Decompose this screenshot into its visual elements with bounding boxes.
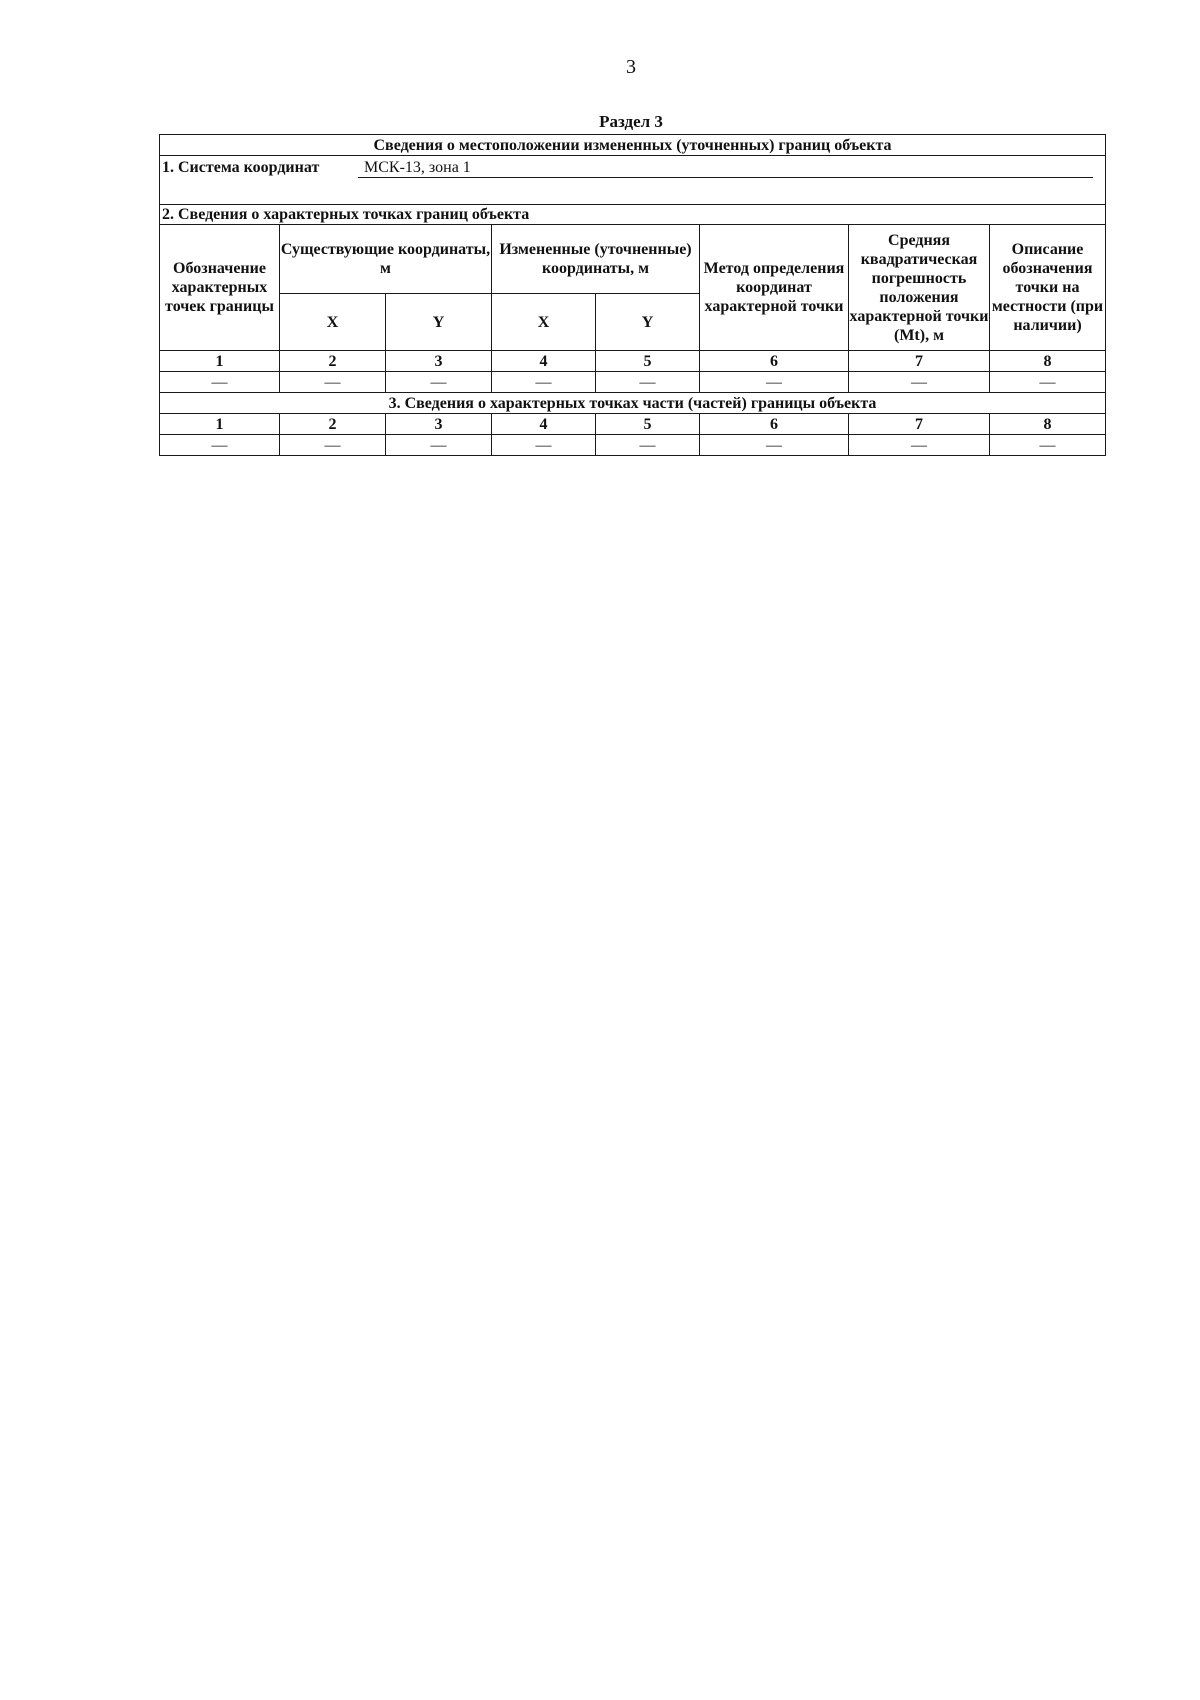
header-changed: Измененные (уточненные) координаты, м bbox=[492, 225, 700, 294]
table-cell: — bbox=[700, 372, 849, 393]
table-cell: — bbox=[386, 372, 492, 393]
coordinate-system-label: 1. Система координат bbox=[162, 159, 320, 176]
table-cell: — bbox=[596, 372, 700, 393]
column-number: 7 bbox=[849, 351, 990, 372]
table-cell: — bbox=[280, 372, 386, 393]
table-cell: — bbox=[160, 372, 280, 393]
table-cell: — bbox=[596, 435, 700, 456]
header-description: Описание обозначения точки на местности (при наличии) bbox=[990, 225, 1106, 351]
column-number: 6 bbox=[700, 351, 849, 372]
header-row-top bbox=[160, 225, 1106, 294]
column-number: 8 bbox=[990, 414, 1106, 435]
column-number: 4 bbox=[492, 414, 596, 435]
column-number: 5 bbox=[596, 351, 700, 372]
column-number: 3 bbox=[386, 351, 492, 372]
table-cell: — bbox=[386, 435, 492, 456]
table-cell: — bbox=[492, 372, 596, 393]
column-numbers-row-part bbox=[160, 414, 1106, 435]
column-number: 1 bbox=[160, 414, 280, 435]
table-row bbox=[160, 372, 1106, 393]
header-existing-y: Y bbox=[386, 294, 492, 351]
banner-row bbox=[160, 135, 1106, 156]
column-number: 3 bbox=[386, 414, 492, 435]
header-existing: Существующие координаты, м bbox=[280, 225, 492, 294]
subsection2-row bbox=[160, 205, 1106, 225]
column-number: 5 bbox=[596, 414, 700, 435]
header-method: Метод определения координат характерной точки bbox=[700, 225, 849, 351]
subsection3-row bbox=[160, 393, 1106, 414]
header-existing-x: X bbox=[280, 294, 386, 351]
table-cell: — bbox=[849, 435, 990, 456]
header-designation: Обозначение характерных точек границы bbox=[160, 225, 280, 351]
column-number: 8 bbox=[990, 351, 1106, 372]
banner-title: Сведения о местоположении измененных (уточненных) границ объекта bbox=[160, 135, 1106, 156]
header-error: Средняя квадратическая погрешность положения характерной точки (Mt), м bbox=[849, 225, 990, 351]
coordinate-system-value: МСК-13, зона 1 bbox=[358, 158, 1093, 178]
header-changed-y: Y bbox=[596, 294, 700, 351]
table-cell: — bbox=[160, 435, 280, 456]
boundary-table bbox=[159, 134, 1106, 456]
table-row bbox=[160, 435, 1106, 456]
column-number: 2 bbox=[280, 351, 386, 372]
column-number: 7 bbox=[849, 414, 990, 435]
subsection3-title: 3. Сведения о характерных точках части (частей) границы объекта bbox=[160, 393, 1106, 414]
table-cell: — bbox=[492, 435, 596, 456]
column-number: 4 bbox=[492, 351, 596, 372]
column-number: 6 bbox=[700, 414, 849, 435]
section-title: Раздел 3 bbox=[599, 112, 663, 131]
page-number: 3 bbox=[626, 56, 636, 78]
table-cell: — bbox=[280, 435, 386, 456]
coordinate-system-cell bbox=[160, 156, 1106, 205]
subsection2-title: 2. Сведения о характерных точках границ объекта bbox=[160, 205, 1106, 225]
table-cell: — bbox=[700, 435, 849, 456]
table-cell: — bbox=[990, 435, 1106, 456]
header-changed-x: X bbox=[492, 294, 596, 351]
column-number: 1 bbox=[160, 351, 280, 372]
column-numbers-row bbox=[160, 351, 1106, 372]
coordinate-system-row bbox=[160, 156, 1106, 205]
table-cell: — bbox=[990, 372, 1106, 393]
column-number: 2 bbox=[280, 414, 386, 435]
table-cell: — bbox=[849, 372, 990, 393]
